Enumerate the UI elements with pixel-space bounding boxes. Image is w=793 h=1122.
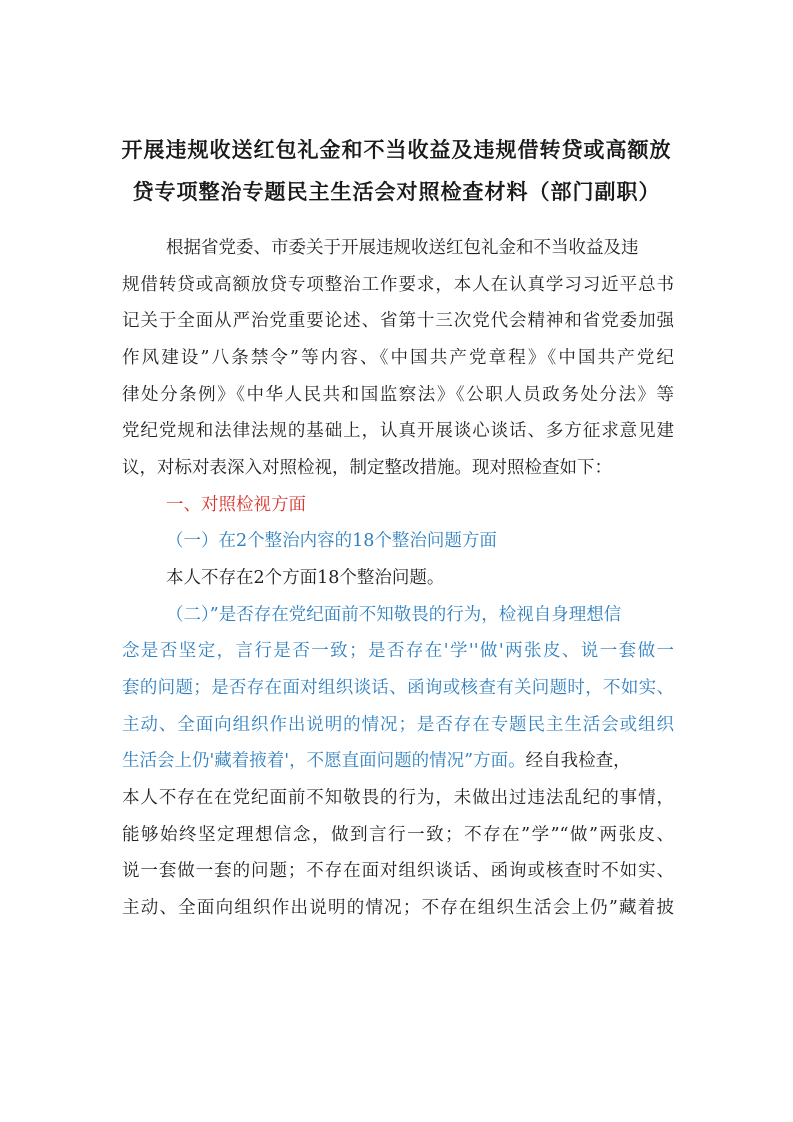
body-line: 说一套做一套的问题；不存在面对组织谈话、函询或核查时不如实、 — [122, 861, 674, 881]
intro-line: 议，对标对表深入对照检视，制定整改措施。现对照检查如下： — [122, 458, 612, 478]
subsection-body: 本人不存在2个方面18个整治问题。 — [166, 568, 445, 588]
intro-line: 党纪党规和法律法规的基础上，认真开展谈心谈话、多方征求意见建 — [122, 421, 674, 441]
intro-line: 律处分条例》《中华人民共和国监察法》《公职人员政务处分法》等 — [122, 385, 674, 405]
subsection-heading-line: 主动、全面向组织作出说明的情况；是否存在专题民主生活会或组织 — [122, 715, 674, 735]
subsection-heading-line: （二）”是否存在党纪面前不知敬畏的行为，检视自身理想信 — [166, 605, 622, 625]
subsection-heading-end: 生活会上仍'藏着掖着'，不愿直面问题的情况”方面。 — [122, 751, 526, 771]
body-line: 能够始终坚定理想信念，做到言行一致；不存在”学”“做”两张皮、 — [122, 825, 674, 845]
subsection-heading: （一）在2个整治内容的18个整治问题方面 — [166, 531, 497, 551]
subsection-heading-line: 念是否坚定，言行是否一致；是否存在'学''做'两张皮、说一套做一 — [122, 641, 674, 661]
intro-line: 规借转贷或高额放贷专项整治工作要求，本人在认真学习习近平总书 — [122, 275, 674, 295]
subsection-heading-line: 套的问题；是否存在面对组织谈话、函询或核查有关问题时，不如实、 — [122, 678, 674, 698]
intro-line: 根据省党委、市委关于开展违规收送红包礼金和不当收益及违 — [166, 238, 639, 258]
mixed-line — [122, 750, 631, 772]
document-title-line-1: 开展违规收送红包礼金和不当收益及违规借转贷或高额放 — [121, 137, 672, 162]
intro-line: 记关于全面从严治党重要论述、省第十三次党代会精神和省党委加强 — [122, 311, 674, 331]
body-line: 主动、全面向组织作出说明的情况；不存在组织生活会上仍”藏着披 — [122, 898, 674, 918]
intro-line: 作风建设”八条禁令”等内容、《中国共产党章程》《中国共产党纪 — [122, 348, 674, 368]
section-heading: 一、对照检视方面 — [166, 495, 306, 515]
self-check-start: 经自我检查， — [525, 751, 631, 771]
document-title-line-2: 贷专项整治专题民主生活会对照检查材料（部门副职） — [132, 179, 661, 204]
body-line: 本人不存在在党纪面前不知敬畏的行为，未做出过违法乱纪的事情， — [122, 788, 674, 808]
